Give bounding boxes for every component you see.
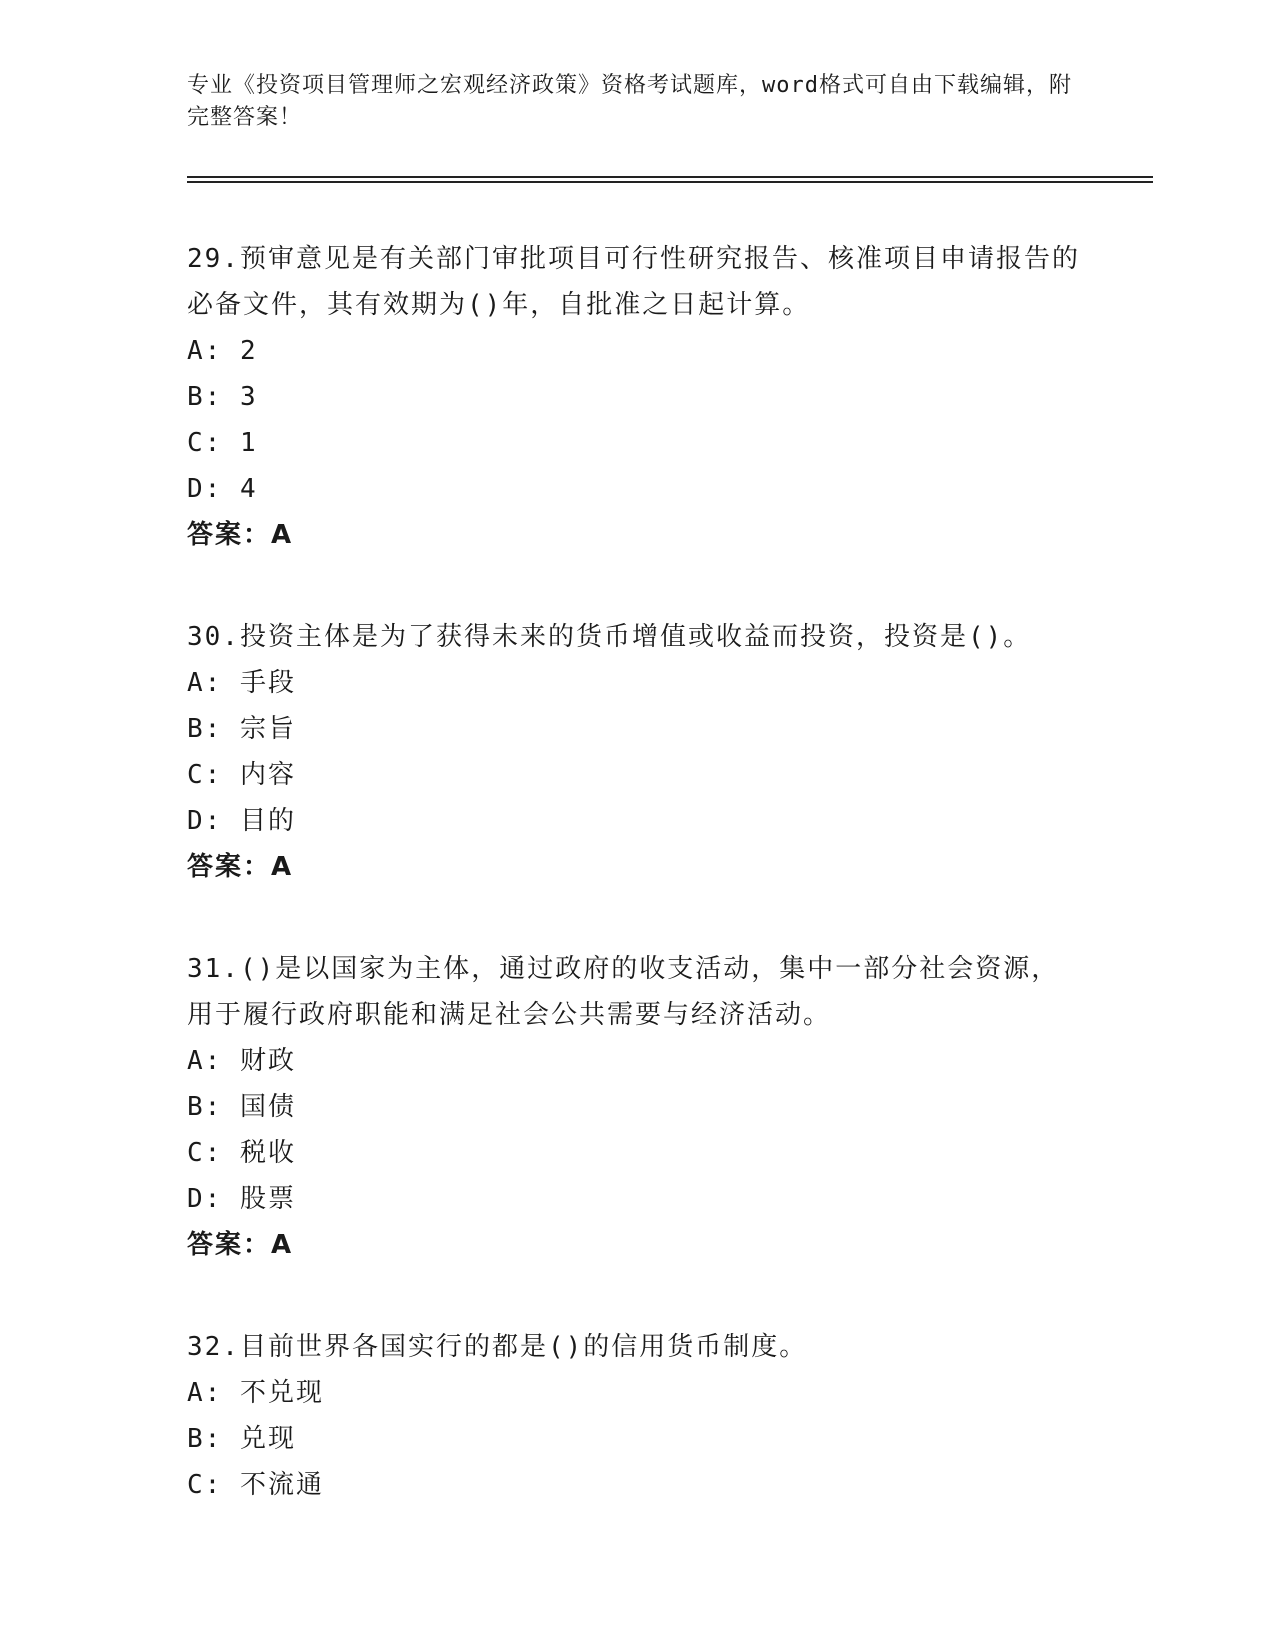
question-31 [187,946,1087,1268]
option-a: A: 手段 [187,668,296,698]
answer-line: 答案：A [187,1230,294,1260]
option-a: A: 财政 [187,1046,296,1076]
question-29 [187,236,1087,558]
option-d: D: 目的 [187,806,296,836]
option-b: B: 宗旨 [187,714,296,744]
option-c: C: 不流通 [187,1470,324,1500]
document-header: 专业《投资项目管理师之宏观经济政策》资格考试题库，word格式可自由下载编辑，附完整答案！ [187,73,1072,130]
option-a: A: 不兑现 [187,1378,324,1408]
question-text: 31.()是以国家为主体，通过政府的收支活动，集中一部分社会资源，用于履行政府职能和满足社会公共需要与经济活动。 [187,954,1060,1030]
question-list [187,236,1087,1564]
option-c: C: 税收 [187,1138,296,1168]
question-32 [187,1324,1087,1508]
option-c: C: 内容 [187,760,296,790]
option-d: D: 股票 [187,1184,296,1214]
header-divider-bottom [187,181,1153,183]
header-divider-top [187,176,1153,178]
option-c: C: 1 [187,428,258,458]
question-text: 30.投资主体是为了获得未来的货币增值或收益而投资，投资是()。 [187,622,1032,652]
option-b: B: 国债 [187,1092,296,1122]
question-30 [187,614,1087,890]
question-text: 32.目前世界各国实行的都是()的信用货币制度。 [187,1332,808,1362]
answer-line: 答案：A [187,852,294,882]
option-b: B: 兑现 [187,1424,296,1454]
option-a: A: 2 [187,336,258,366]
option-b: B: 3 [187,382,258,412]
option-d: D: 4 [187,474,258,504]
answer-line: 答案：A [187,520,294,550]
question-text: 29.预审意见是有关部门审批项目可行性研究报告、核准项目申请报告的必备文件，其有效期为()年，自批准之日起计算。 [187,244,1080,320]
